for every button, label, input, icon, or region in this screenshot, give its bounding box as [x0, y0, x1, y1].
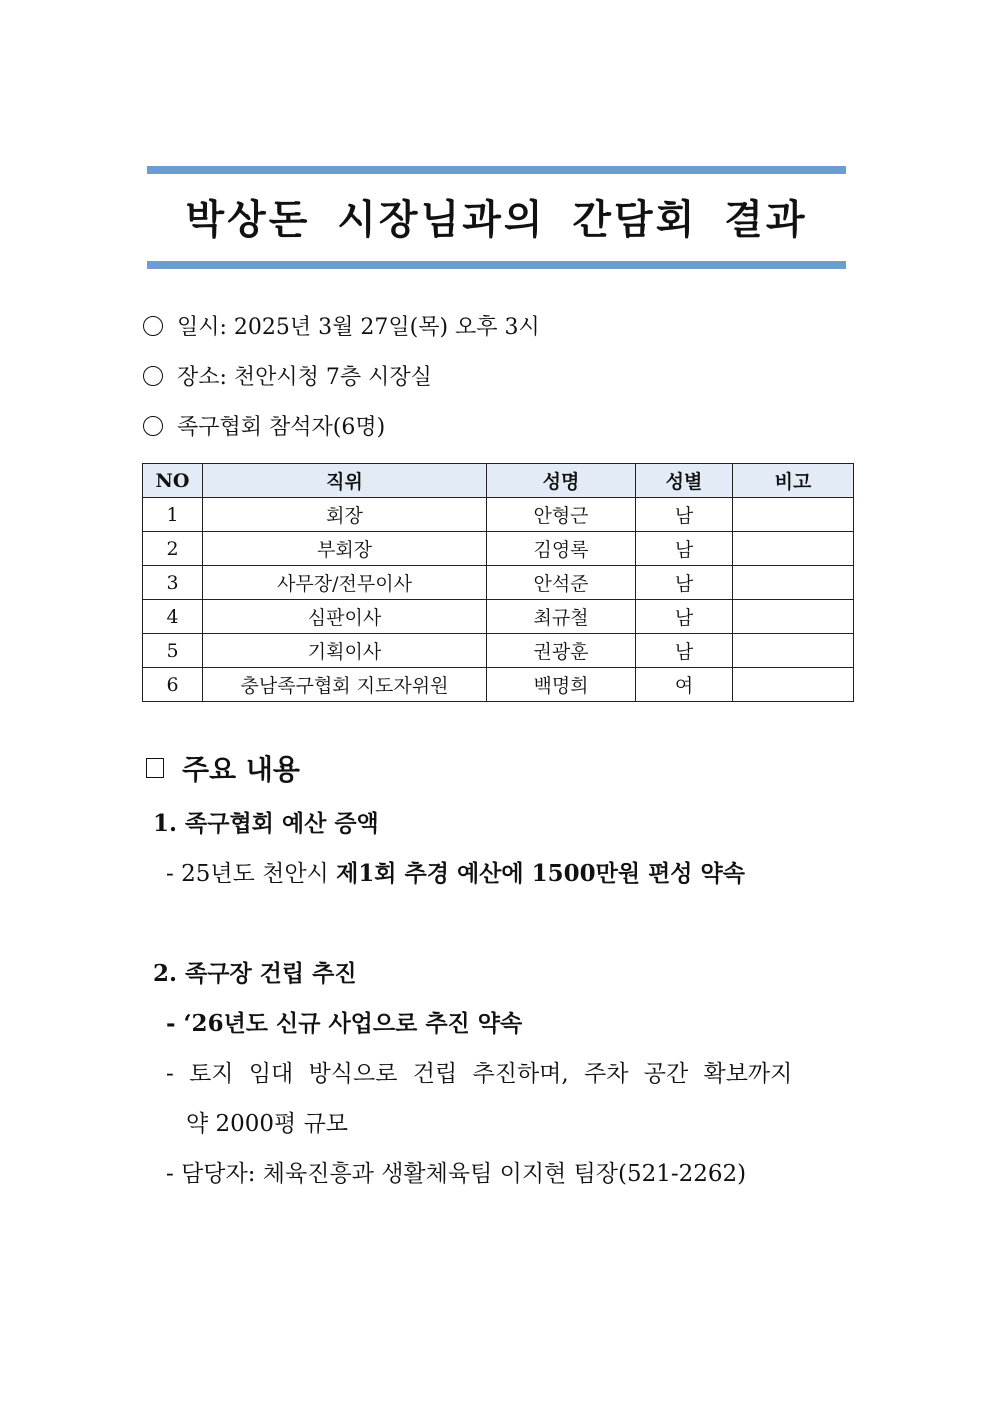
cell-name: 안석준: [487, 566, 636, 600]
circle-bullet-icon: [143, 416, 163, 436]
item1-detail-bold: 제1회 추경 예산에 1500만원 편성 약속: [336, 860, 745, 887]
cell-no: 6: [143, 668, 203, 702]
cell-no: 5: [143, 634, 203, 668]
cell-gender: 남: [636, 600, 733, 634]
square-bullet-icon: [146, 758, 164, 778]
circle-bullet-icon: [143, 316, 163, 336]
item1-heading: 1. 족구협회 예산 증액: [153, 810, 379, 837]
cell-position: 부회장: [203, 532, 487, 566]
info-date: [143, 310, 540, 341]
cell-no: 4: [143, 600, 203, 634]
document-title: 박상돈 시장님과의 간담회 결과: [185, 197, 808, 243]
section-heading: [146, 748, 300, 788]
cell-note: [733, 532, 854, 566]
item2-detail-2-cont: 약 2000평 규모: [186, 1111, 349, 1137]
cell-position: 회장: [203, 498, 487, 532]
table-row: [143, 600, 854, 634]
info-attendees: [143, 410, 385, 441]
cell-gender: 남: [636, 566, 733, 600]
cell-note: [733, 668, 854, 702]
info-location-text: 장소: 천안시청 7층 시장실: [177, 365, 432, 390]
info-date-text: 일시: 2025년 3월 27일(목) 오후 3시: [177, 315, 540, 340]
cell-gender: 남: [636, 498, 733, 532]
cell-note: [733, 634, 854, 668]
header-gender: 성별: [636, 464, 733, 498]
item1-detail: [166, 855, 745, 888]
cell-position: 사무장/전무이사: [203, 566, 487, 600]
table-row: [143, 634, 854, 668]
cell-position: 심판이사: [203, 600, 487, 634]
info-attendees-text: 족구협회 참석자(6명): [177, 415, 386, 440]
table-row: [143, 532, 854, 566]
section-title: 주요 내용: [182, 753, 300, 786]
table-row: [143, 498, 854, 532]
title-top-bar: [147, 166, 846, 174]
cell-name: 권광훈: [487, 634, 636, 668]
header-no: NO: [143, 464, 203, 498]
cell-note: [733, 498, 854, 532]
item2-detail-2: - 토지 임대 방식으로 건립 추진하며, 주차 공간 확보까지: [166, 1061, 793, 1087]
item2-detail-3: - 담당자: 체육진흥과 생활체육팀 이지현 팀장(521-2262): [166, 1161, 747, 1187]
cell-gender: 남: [636, 634, 733, 668]
info-location: [143, 360, 432, 391]
item2-detail-1: - ‘26년도 신규 사업으로 추진 약속: [166, 1010, 523, 1037]
table-row: [143, 668, 854, 702]
cell-name: 안형근: [487, 498, 636, 532]
cell-position: 기획이사: [203, 634, 487, 668]
attendees-table: [142, 463, 854, 702]
cell-note: [733, 600, 854, 634]
title-bottom-bar: [147, 261, 846, 269]
item2-heading: 2. 족구장 건립 추진: [153, 960, 357, 987]
header-name: 성명: [487, 464, 636, 498]
cell-no: 3: [143, 566, 203, 600]
cell-no: 1: [143, 498, 203, 532]
cell-gender: 남: [636, 532, 733, 566]
circle-bullet-icon: [143, 366, 163, 386]
table-header-row: [143, 464, 854, 498]
cell-name: 김영록: [487, 532, 636, 566]
item1-detail-prefix: - 25년도 천안시: [166, 861, 337, 887]
table-row: [143, 566, 854, 600]
cell-name: 최규철: [487, 600, 636, 634]
cell-note: [733, 566, 854, 600]
cell-name: 백명희: [487, 668, 636, 702]
cell-gender: 여: [636, 668, 733, 702]
cell-position: 충남족구협회 지도자위원: [203, 668, 487, 702]
cell-no: 2: [143, 532, 203, 566]
header-position: 직위: [203, 464, 487, 498]
header-note: 비고: [733, 464, 854, 498]
